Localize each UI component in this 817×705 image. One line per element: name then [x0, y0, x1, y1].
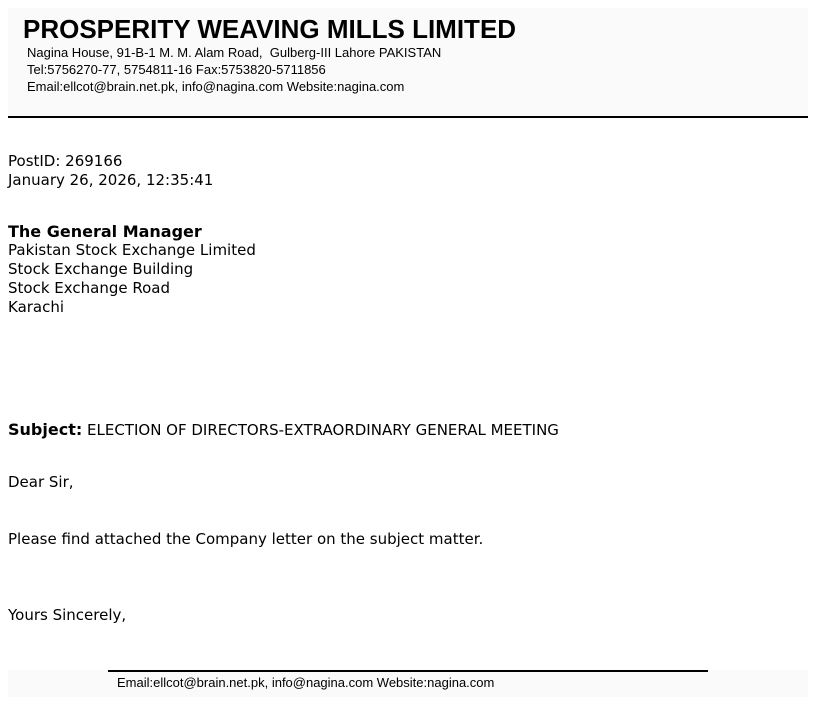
- company-phone-fax: Tel:5756270-77, 5754811-16 Fax:5753820-5711856: [27, 62, 326, 77]
- post-id: PostID: 269166: [8, 152, 123, 170]
- subject-line: [8, 420, 559, 440]
- company-name: PROSPERITY WEAVING MILLS LIMITED: [23, 14, 517, 44]
- recipient-block: [8, 222, 256, 317]
- recipient-building: Stock Exchange Building: [8, 260, 194, 278]
- post-datetime: January 26, 2026, 12:35:41: [8, 171, 214, 189]
- company-email-website: Email:ellcot@brain.net.pk, info@nagina.com Website:nagina.com: [27, 79, 405, 94]
- letterhead: [8, 8, 808, 116]
- recipient-city: Karachi: [8, 298, 65, 316]
- company-address: Nagina House, 91-B-1 M. M. Alam Road, Gulberg-III Lahore PAKISTAN: [27, 45, 442, 60]
- subject-text: ELECTION OF DIRECTORS-EXTRAORDINARY GENERAL MEETING: [87, 421, 559, 439]
- recipient-title: The General Manager: [8, 222, 202, 241]
- footer-divider: [108, 670, 708, 672]
- letter-body: Please find attached the Company letter on the subject matter.: [8, 530, 484, 548]
- footer: [8, 670, 808, 697]
- post-meta: [8, 152, 213, 190]
- recipient-organization: Pakistan Stock Exchange Limited: [8, 241, 256, 259]
- footer-email-website: Email:ellcot@brain.net.pk, info@nagina.com Website:nagina.com: [117, 675, 495, 690]
- header-divider: [8, 116, 808, 118]
- salutation: Dear Sir,: [8, 473, 74, 491]
- subject-label: Subject:: [8, 420, 83, 439]
- recipient-road: Stock Exchange Road: [8, 279, 170, 297]
- closing: Yours Sincerely,: [8, 606, 127, 624]
